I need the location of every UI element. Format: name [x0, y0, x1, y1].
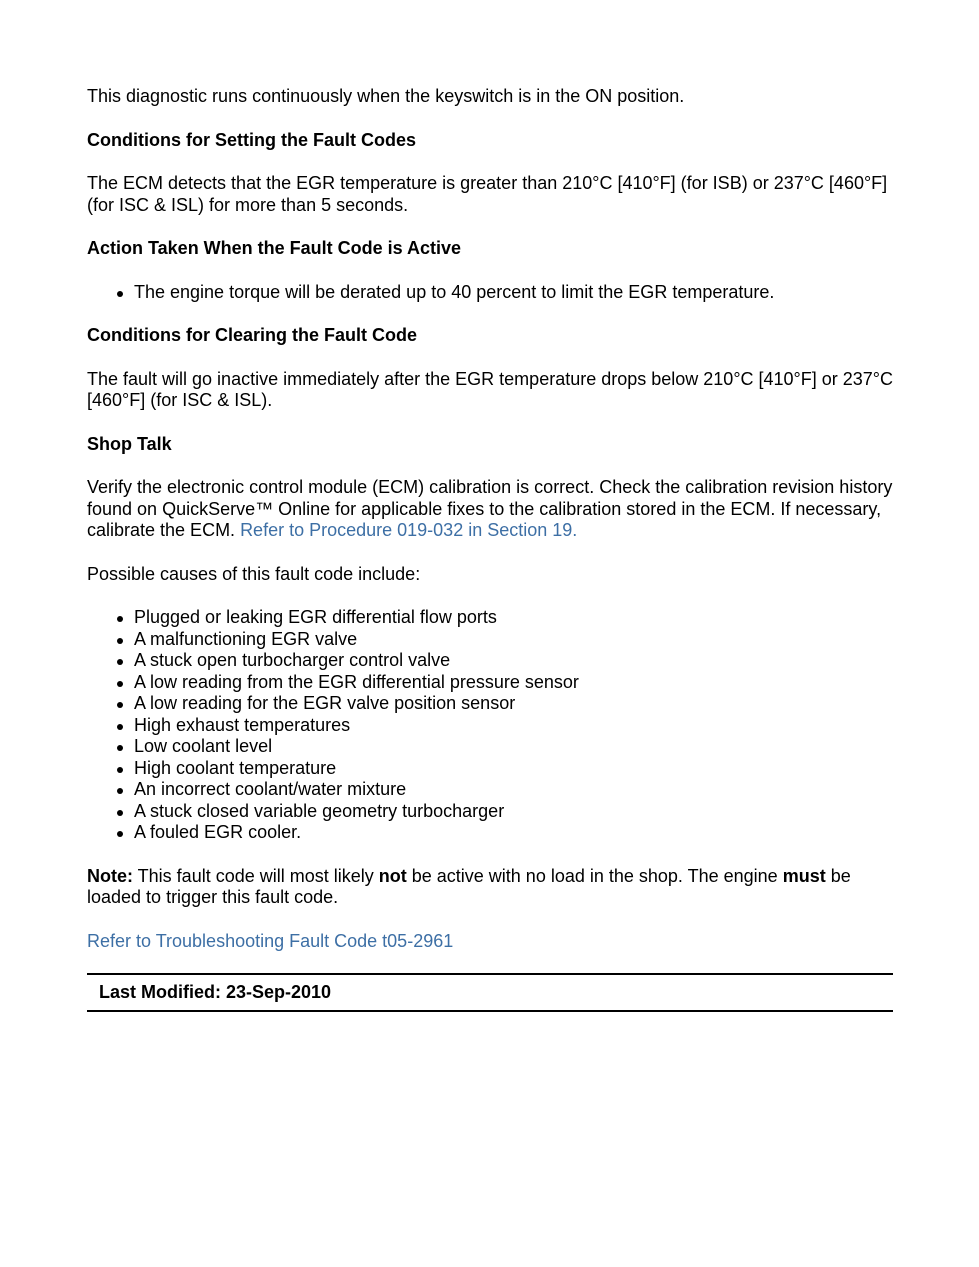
action-taken-heading: Action Taken When the Fault Code is Active	[87, 238, 462, 258]
causes-list	[87, 607, 893, 844]
list-item: Plugged or leaking EGR differential flow ports	[134, 607, 893, 629]
list-item: Low coolant level	[134, 736, 893, 758]
shop-talk-text: Verify the electronic control module (ECM) calibration is correct. Check the calibration revision history found on QuickServe™ Online for applicable fixes to the calibration stored in the ECM. If necessary, calibrate the ECM.	[87, 477, 893, 540]
list-item: An incorrect coolant/water mixture	[134, 779, 893, 801]
list-item: The engine torque will be derated up to 40 percent to limit the EGR temperature.	[134, 282, 893, 304]
list-item: A stuck closed variable geometry turbocharger	[134, 801, 893, 823]
list-item: A malfunctioning EGR valve	[134, 629, 893, 651]
note-label: Note:	[87, 865, 133, 886]
note-bold-must: must	[782, 865, 826, 886]
conditions-clearing-text: The fault will go inactive immediately after the EGR temperature drops below 210°C [410°F] or 237°C [460°F] (for ISC & ISL).	[87, 368, 893, 410]
troubleshooting-link[interactable]: Refer to Troubleshooting Fault Code t05-2961	[87, 930, 454, 951]
shop-talk-heading: Shop Talk	[87, 433, 172, 454]
footer-block	[87, 973, 893, 1012]
last-modified: Last Modified: 23-Sep-2010	[99, 982, 332, 1002]
action-taken-list	[87, 282, 893, 304]
conditions-setting-text: The ECM detects that the EGR temperature is greater than 210°C [410°F] (for ISB) or 237°C [460°F] (for ISC & ISL) for more than 5 seconds.	[87, 173, 888, 215]
shop-talk-paragraph	[87, 477, 893, 542]
list-item: A fouled EGR cooler.	[134, 822, 893, 844]
note-bold-not: not	[378, 865, 407, 886]
troubleshooting-paragraph	[87, 931, 893, 953]
document-page	[87, 86, 893, 1012]
intro-text: This diagnostic runs continuously when the keyswitch is in the ON position.	[87, 86, 685, 106]
procedure-link[interactable]: Refer to Procedure 019-032 in Section 19.	[240, 520, 578, 540]
conditions-clearing-heading: Conditions for Clearing the Fault Code	[87, 325, 417, 345]
causes-intro: Possible causes of this fault code include:	[87, 563, 421, 584]
list-item: High coolant temperature	[134, 758, 893, 780]
list-item: A stuck open turbocharger control valve	[134, 650, 893, 672]
conditions-setting-heading: Conditions for Setting the Fault Codes	[87, 129, 416, 150]
note-text-2: be active with no load in the shop. The engine	[406, 865, 783, 886]
list-item: A low reading for the EGR valve position sensor	[134, 693, 893, 715]
note-text-1: This fault code will most likely	[133, 865, 379, 886]
list-item: High exhaust temperatures	[134, 715, 893, 737]
note-text-3: be loaded to trigger this fault code.	[87, 865, 851, 907]
note-paragraph	[87, 866, 893, 909]
list-item: A low reading from the EGR differential pressure sensor	[134, 672, 893, 694]
